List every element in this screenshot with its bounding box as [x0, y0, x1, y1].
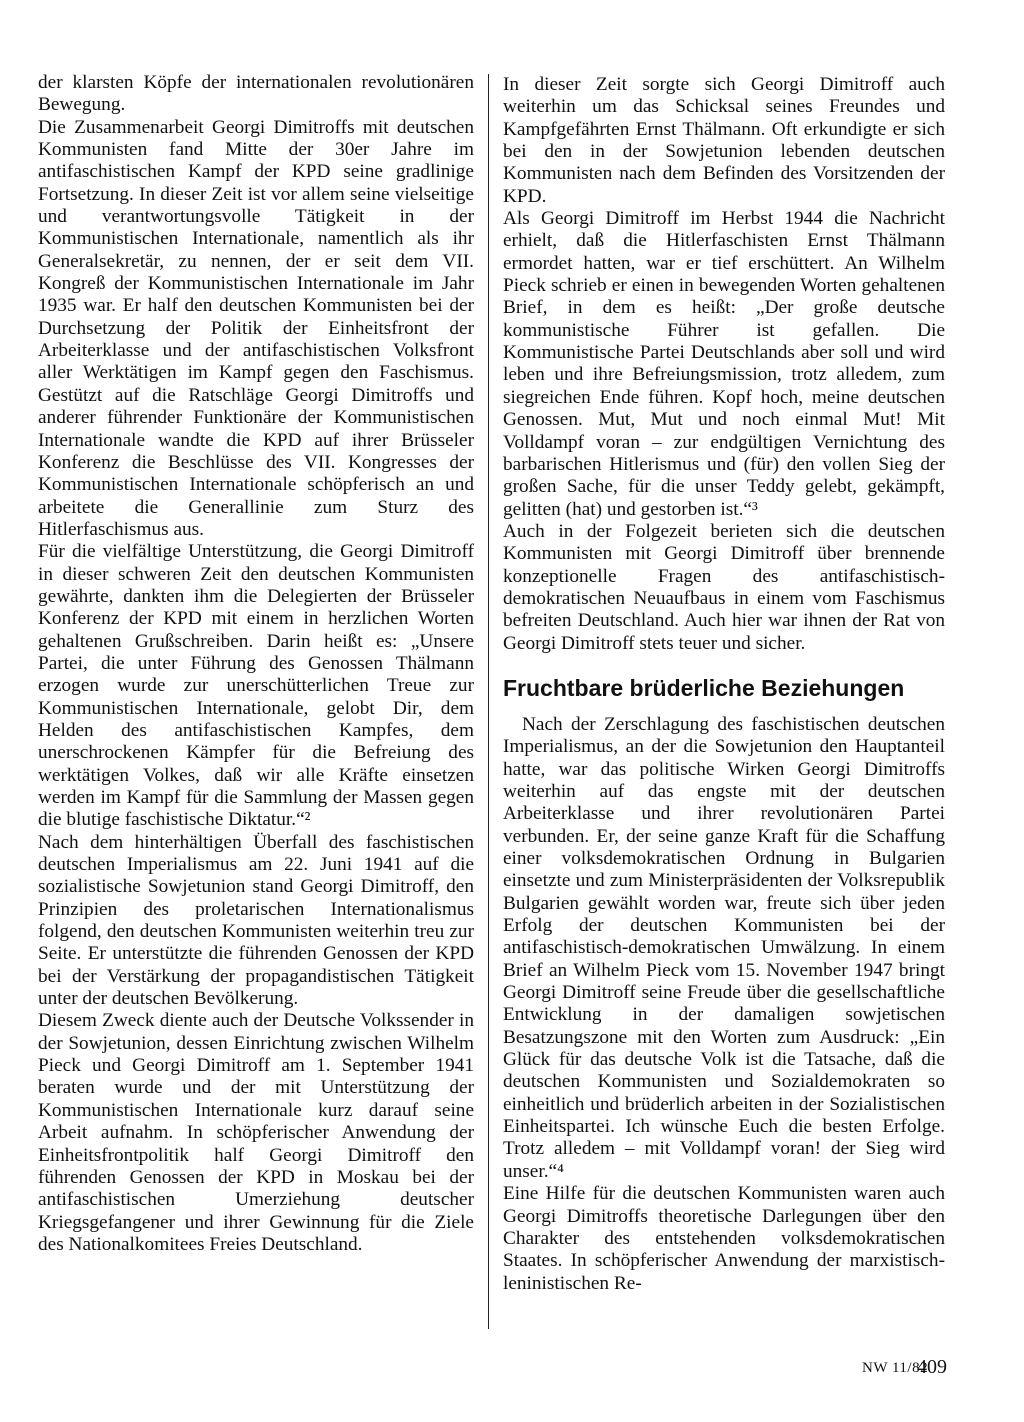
- paragraph: Auch in der Folgezeit berieten sich die deutschen Kommunisten mit Georgi Dimitroff über brennende konzeptionelle Fragen des antifaschistisch-demokratischen Neuaufbaus in einem vom Faschismus befreiten Deutschland. Auch hier war ihnen der Rat von Georgi Dimitroff stets teuer und sicher.: [503, 520, 945, 654]
- paragraph: Nach dem hinterhältigen Überfall des faschistischen deutschen Imperialismus am 22. Juni 1941 auf die sozialistische Sowjetunion stand Georgi Dimitroff, den Prinzipien des proletarischen Internationalismus folgend, den deutschen Kommunisten weiterhin treu zur Seite. Er unterstützte die führenden Genossen der KPD bei der Verstärkung der propagandistischen Tätigkeit unter der deutschen Bevölkerung.: [38, 831, 474, 1010]
- paragraph: Als Georgi Dimitroff im Herbst 1944 die Nachricht erhielt, daß die Hitlerfaschisten Ernst Thälmann ermordet hatten, war er tief erschüttert. An Wilhelm Pieck schrieb er einen in bewegenden Worten gehaltenen Brief, in dem es heißt: „Der große deutsche kommunistische Führer ist gefallen. Die Kommunistische Partei Deutschlands aber soll und wird leben und ihre Befreiungsmission, trotz alledem, zum siegreichen Ende führen. Kopf hoch, meine deutschen Genossen. Mut, Mut und noch einmal Mut! Mit Volldampf voran – zur endgültigen Vernichtung des barbarischen Hitlerismus und (für) den vollen Sieg der großen Sache, für die unser Teddy gelebt, gekämpft, gelitten (hat) und gestorben ist.“³: [503, 208, 945, 520]
- paragraph: Für die vielfältige Unterstützung, die Georgi Dimitroff in dieser schweren Zeit den deutschen Kommunisten gewährte, dankten ihm die Delegierten der Brüsseler Konferenz der KPD mit einem in herzlichen Worten gehaltenen Grußschreiben. Darin heißt es: „Unsere Partei, die unter Führung des Genossen Thälmann erzogen wurde zur unerschütterlichen Treue zur Kommunistischen Internationale, gelobt Dir, dem Helden des antifaschistischen Kampfes, dem unerschrockenen Kämpfer für die Befreiung des werktätigen Volkes, daß wir alle Kräfte einsetzen werden im Kampf für die Sammlung der Massen gegen die blutige faschistische Diktatur.“²: [38, 541, 474, 831]
- page-number: 409: [917, 1356, 947, 1378]
- paragraph: Die Zusammenarbeit Georgi Dimitroffs mit deutschen Kommunisten fand Mitte der 30er Jahre im antifaschistischen Kampf der KPD seine gradlinige Fortsetzung. In dieser Zeit ist vor allem seine vielseitige und verantwortungsvolle Tätigkeit in der Kommunistischen Internationale, namentlich als ihr Generalsekretär, zu nennen, der er seit dem VII. Kongreß der Kommunistischen Internationale im Jahr 1935 war. Er half den deutschen Kommunisten bei der Durchsetzung der Politik der Einheitsfront der Arbeiterklasse und der antifaschistischen Volksfront aller Werktätigen im Kampf gegen den Faschismus. Gestützt auf die Ratschläge Georgi Dimitroffs und anderer führender Funktionäre der Kommunistischen Internationale wandte die KPD auf ihrer Brüsseler Konferenz die Beschlüsse des VII. Kongresses der Kommunistischen Internationale schöpferisch an und arbeitete die Generallinie zum Sturz des Hitlerfaschismus aus.: [38, 116, 474, 540]
- paragraph: der klarsten Köpfe der internationalen revolutionären Bewegung.: [38, 72, 474, 116]
- section-heading: Fruchtbare brüderliche Beziehungen: [503, 674, 905, 701]
- column-divider: [488, 74, 489, 1329]
- issue-label: NW 11/82: [862, 1360, 929, 1376]
- paragraph: Nach der Zerschlagung des faschistischen deutschen Imperialismus, an der die Sowjetunion den Hauptanteil hatte, war das politische Wirken Georgi Dimitroffs weiterhin auf das engste mit der deutschen Arbeiterklasse und ihrer revolutionären Partei verbunden. Er, der seine ganze Kraft für die Schaffung einer volksdemokratischen Ordnung in Bulgarien einsetzte und zum Ministerpräsidenten der Volksrepublik Bulgarien gewählt worden war, freute sich über jeden Erfolg der deutschen Kommunisten bei der antifaschistisch-demokratischen Umwälzung. In einem Brief an Wilhelm Pieck vom 15. November 1947 bringt Georgi Dimitroff seine Freude über die gesellschaftliche Entwicklung in der damaligen sowjetischen Besatzungszone mit den Worten zum Ausdruck: „Ein Glück für das deutsche Volk ist die Tatsache, daß die deutschen Kommunisten und Sozialdemokraten so einheitlich und brüderlich arbeiten in der Sozialistischen Einheitspartei. Ich wünsche Euch die besten Erfolge. Trotz alledem – mit Volldampf voran! der Sieg wird unser.“⁴: [503, 713, 945, 1182]
- left-column: [38, 72, 474, 1256]
- paragraph: Eine Hilfe für die deutschen Kommunisten waren auch Georgi Dimitroffs theoretische Darlegungen über den Charakter des entstehenden volksdemokratischen Staates. In schöpferischer Anwendung der marxistisch-leninistischen Re-: [503, 1183, 945, 1294]
- paragraph: Diesem Zweck diente auch der Deutsche Volkssender in der Sowjetunion, dessen Einrichtung zwischen Wilhelm Pieck und Georgi Dimitroff am 1. September 1941 beraten wurde und der mit Unterstützung der Kommunistischen Internationale kurz darauf seine Arbeit aufnahm. In schöpferischer Anwendung der Einheitsfrontpolitik half Georgi Dimitroff den führenden Genossen der KPD in Moskau bei der antifaschistischen Umerziehung deutscher Kriegsgefangener und ihrer Gewinnung für die Ziele des Nationalkomitees Freies Deutschland.: [38, 1010, 474, 1255]
- paragraph: In dieser Zeit sorgte sich Georgi Dimitroff auch weiterhin um das Schicksal seines Freundes und Kampfgefährten Ernst Thälmann. Oft erkundigte er sich bei den in der Sowjetunion lebenden deutschen Kommunisten nach dem Befinden des Vorsitzenden der KPD.: [503, 74, 945, 207]
- right-column: [503, 74, 945, 1295]
